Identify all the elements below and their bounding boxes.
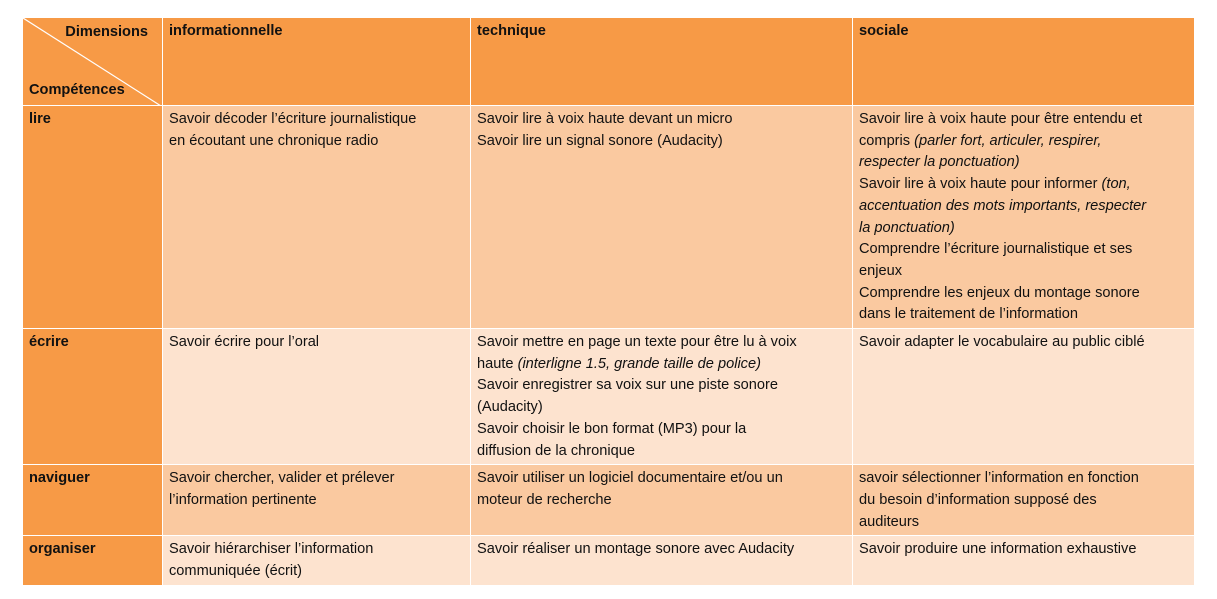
cell-text: Savoir hiérarchiser l’information	[169, 541, 374, 558]
cell-text-line	[859, 512, 1189, 534]
table-cell	[163, 329, 471, 465]
cell-text: communiquée (écrit)	[169, 563, 303, 580]
cell-text-line	[169, 109, 465, 131]
cell-text: Savoir chercher, valider et prélever	[169, 470, 395, 487]
table-cell	[471, 106, 853, 329]
cell-text: Savoir lire à voix haute pour être entendu et	[859, 111, 1143, 127]
corner-competences-label: Compétences	[29, 82, 125, 99]
cell-text: Savoir utiliser un logiciel documentaire et/ou un	[477, 470, 783, 487]
cell-text-line	[169, 539, 465, 561]
cell-text-line	[859, 131, 1189, 153]
table-cell	[163, 465, 471, 536]
column-header-sociale: sociale	[853, 18, 1195, 106]
cell-text-italic: accentuation des mots importants, respecter	[859, 197, 1147, 214]
table-cell	[853, 536, 1195, 585]
cell-text-line	[859, 490, 1189, 512]
cell-text: Savoir lire à voix haute pour informer	[859, 176, 1102, 193]
cell-text-line	[859, 261, 1189, 283]
table-row	[23, 106, 1195, 329]
row-label-organiser: organiser	[23, 536, 163, 585]
table-cell	[471, 329, 853, 465]
cell-text-line	[859, 468, 1189, 490]
column-header-informationnelle: informationnelle	[163, 18, 471, 106]
cell-text: Savoir lire un signal sonore (Audacity)	[477, 132, 723, 149]
cell-text: Savoir écrire pour l’oral	[169, 334, 320, 351]
competences-table	[22, 17, 1195, 586]
cell-text-line	[169, 332, 465, 354]
cell-text: en écoutant une chronique radio	[169, 132, 379, 149]
cell-text-line	[477, 332, 847, 354]
table-row	[23, 536, 1195, 585]
cell-text-line	[477, 354, 847, 376]
cell-text-line	[859, 239, 1189, 261]
cell-text-line	[477, 539, 847, 561]
cell-text: moteur de recherche	[477, 491, 612, 508]
corner-dimensions-label: Dimensions	[65, 24, 148, 40]
cell-text: haute	[477, 355, 518, 372]
cell-text: du besoin d’information supposé des	[859, 491, 1097, 508]
cell-text-line	[477, 419, 847, 441]
cell-text: Savoir lire à voix haute devant un micro	[477, 111, 733, 127]
table-cell	[163, 106, 471, 329]
cell-text-line	[477, 109, 847, 131]
cell-text: Savoir réaliser un montage sonore avec Audacity	[477, 541, 795, 558]
table-row	[23, 329, 1195, 465]
cell-text: diffusion de la chronique	[477, 442, 635, 459]
cell-text-line	[859, 152, 1189, 174]
table-cell	[853, 465, 1195, 536]
cell-text-italic: (interligne 1.5, grande taille de police)	[517, 355, 761, 372]
cell-text: Comprendre les enjeux du montage sonore	[859, 284, 1140, 301]
cell-text-line	[859, 304, 1189, 326]
corner-cell	[23, 18, 163, 106]
cell-text-line	[477, 131, 847, 153]
cell-text-line	[169, 561, 465, 583]
table-cell	[471, 536, 853, 585]
cell-text: Savoir adapter le vocabulaire au public ciblé	[859, 334, 1145, 351]
cell-text-line	[859, 539, 1189, 561]
cell-text-line	[169, 490, 465, 512]
header-row	[23, 18, 1195, 106]
cell-text: auditeurs	[859, 513, 920, 530]
cell-text: dans le traitement de l’information	[859, 306, 1079, 323]
cell-text: Savoir mettre en page un texte pour être lu à voix	[477, 334, 797, 351]
table-row	[23, 465, 1195, 536]
cell-text: Savoir produire une information exhaustive	[859, 541, 1137, 558]
row-label-naviguer: naviguer	[23, 465, 163, 536]
table-cell	[471, 465, 853, 536]
cell-text-line	[477, 375, 847, 397]
row-label-lire: lire	[23, 106, 163, 329]
cell-text-line	[859, 174, 1189, 196]
cell-text-line	[859, 218, 1189, 240]
cell-text-line	[169, 131, 465, 153]
cell-text-italic: la ponctuation)	[859, 219, 955, 236]
table-cell	[853, 329, 1195, 465]
cell-text-line	[477, 490, 847, 512]
column-header-technique: technique	[471, 18, 853, 106]
cell-text-line	[477, 397, 847, 419]
cell-text: Savoir décoder l’écriture journalistique	[169, 111, 417, 127]
cell-text: compris	[859, 132, 915, 149]
cell-text-italic: respecter la ponctuation)	[859, 154, 1020, 171]
row-label-ecrire: écrire	[23, 329, 163, 465]
cell-text: Savoir choisir le bon format (MP3) pour la	[477, 420, 747, 437]
cell-text: Savoir enregistrer sa voix sur une piste sonore	[477, 377, 778, 394]
cell-text-line	[859, 196, 1189, 218]
cell-text: Comprendre l’écriture journalistique et ses	[859, 241, 1133, 258]
cell-text-line	[859, 109, 1189, 131]
cell-text: l’information pertinente	[169, 491, 317, 508]
cell-text-italic: (parler fort, articuler, respirer,	[914, 132, 1102, 149]
cell-text-italic: (ton,	[1101, 176, 1131, 193]
cell-text-line	[477, 468, 847, 490]
table-cell	[163, 536, 471, 585]
cell-text: (Audacity)	[477, 399, 543, 416]
cell-text-line	[859, 332, 1189, 354]
cell-text-line	[169, 468, 465, 490]
cell-text-line	[477, 441, 847, 463]
cell-text-line	[859, 283, 1189, 305]
cell-text: enjeux	[859, 262, 903, 279]
table-cell	[853, 106, 1195, 329]
cell-text: savoir sélectionner l’information en fonction	[859, 470, 1139, 487]
